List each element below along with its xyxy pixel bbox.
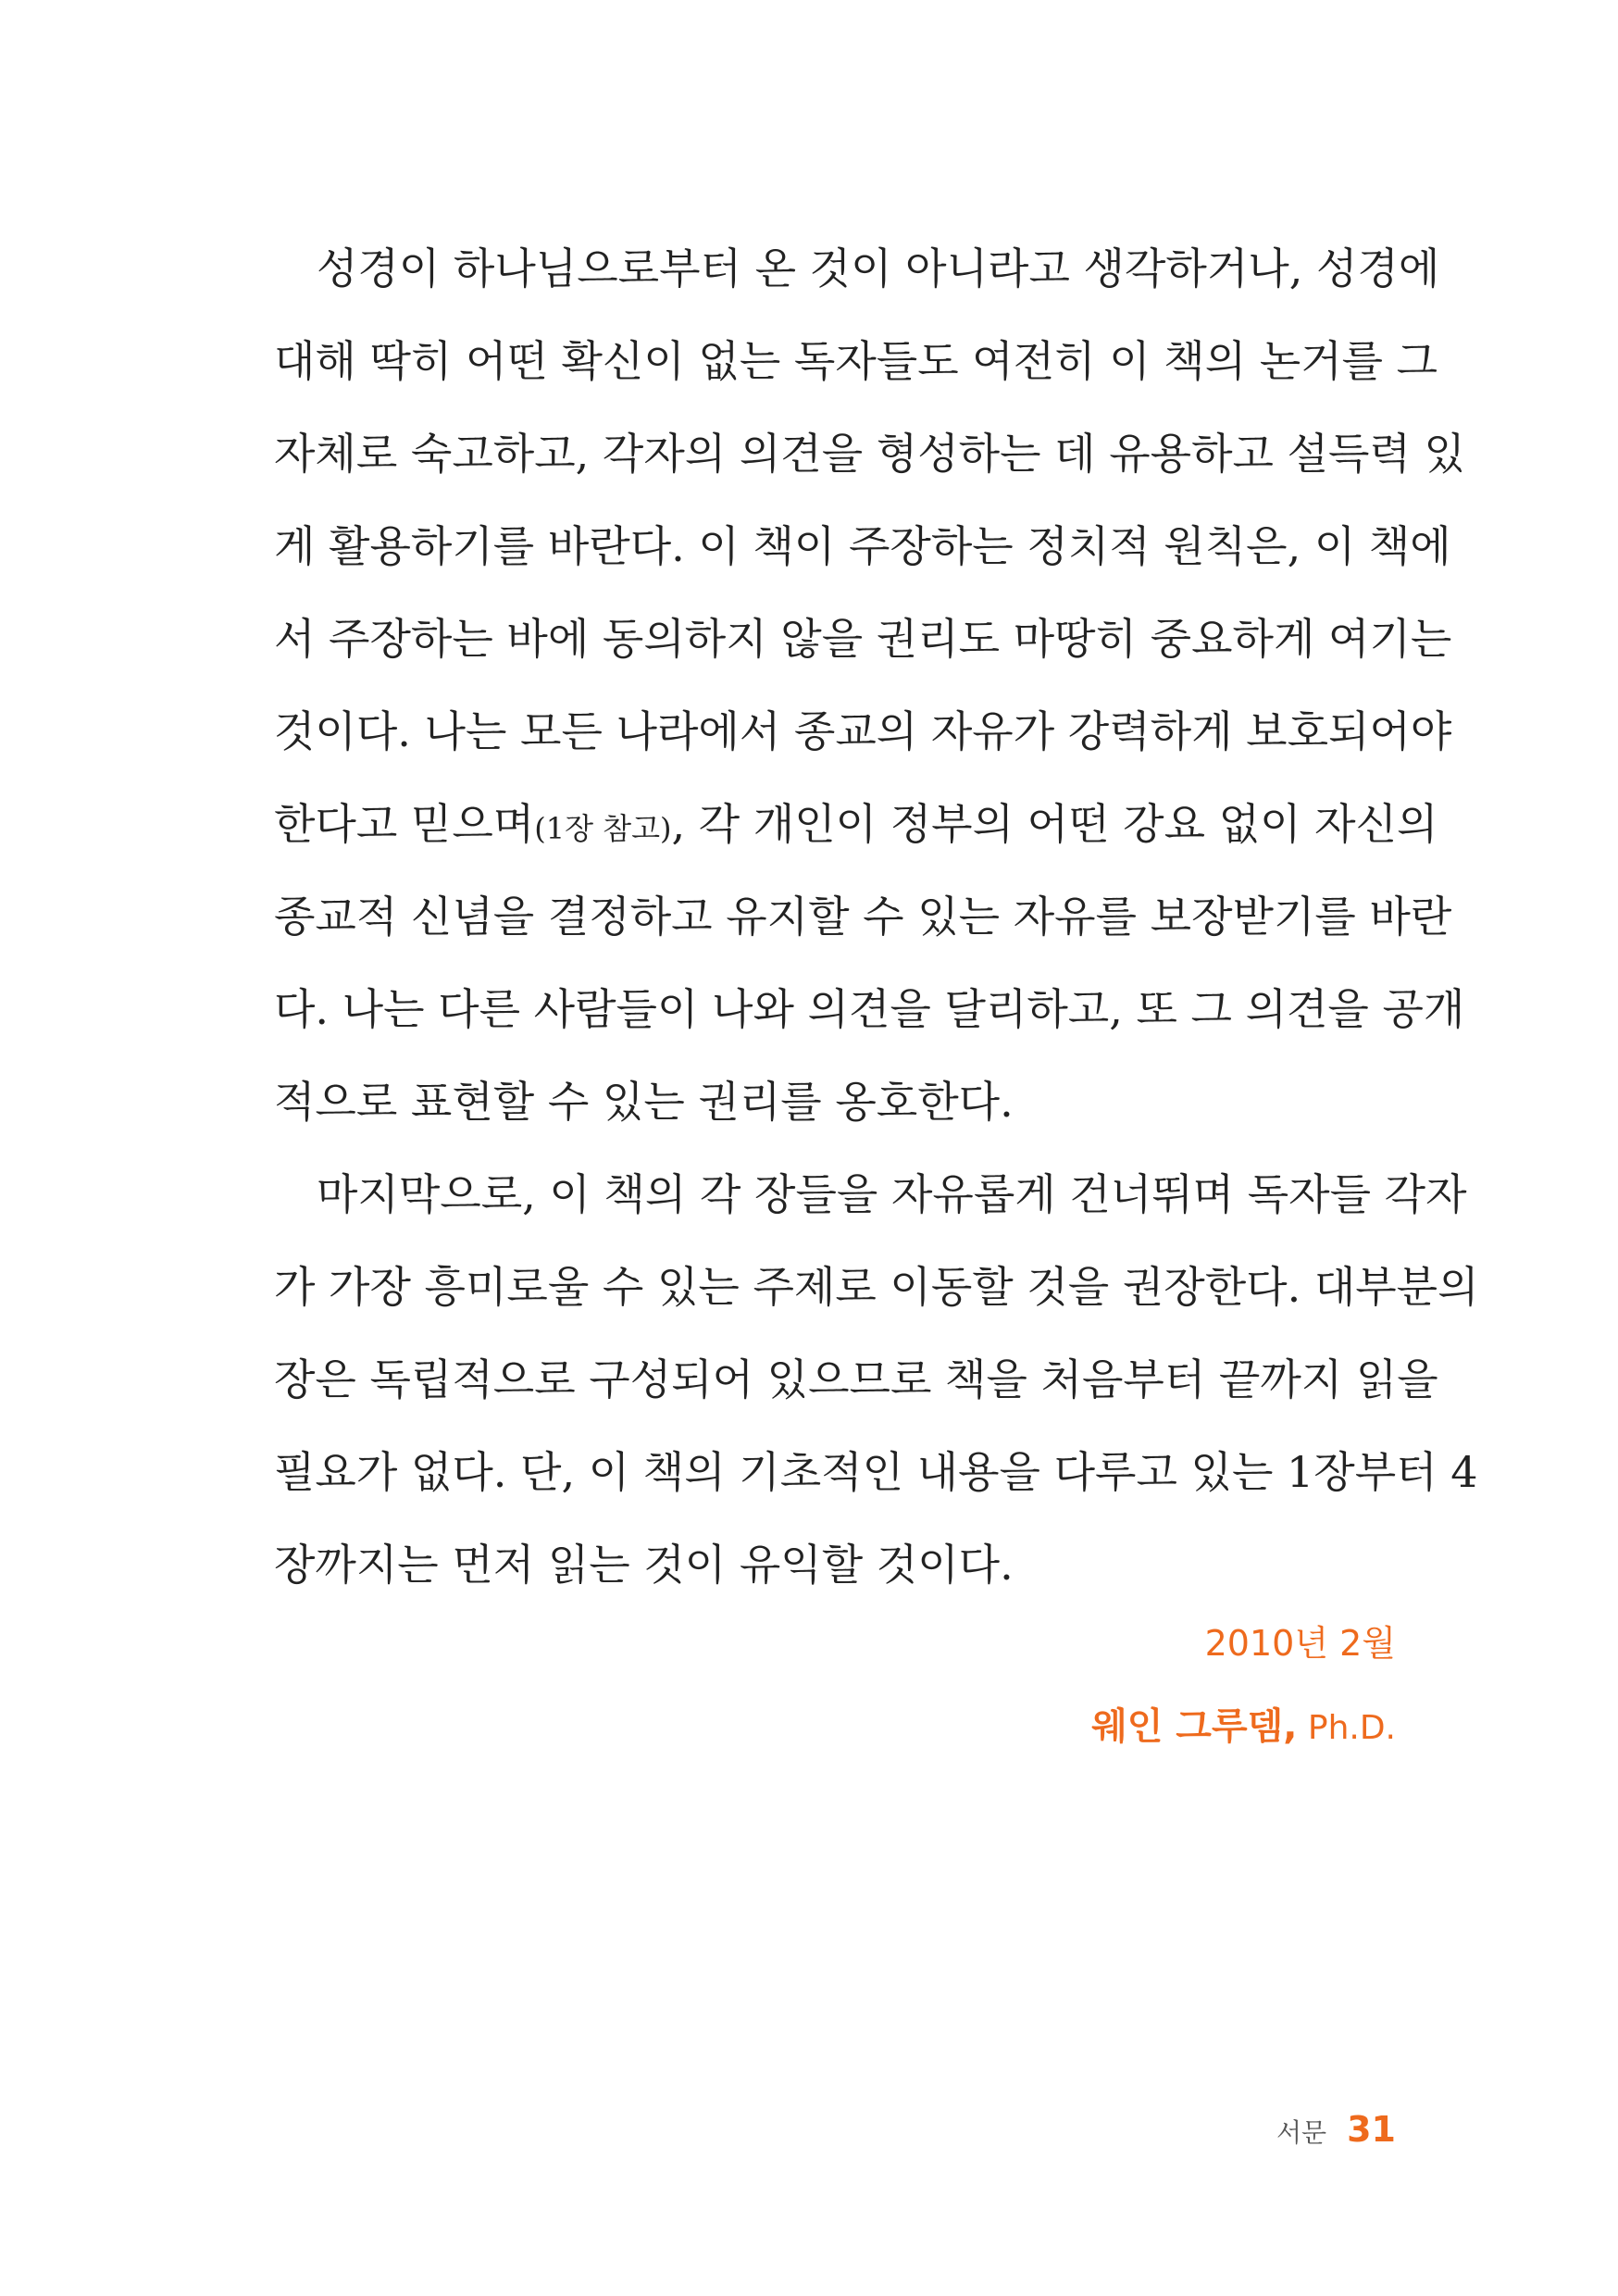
text-line: 장까지는 먼저 읽는 것이 유익할 것이다. [274,1540,1014,1590]
author-name: 웨인 그루뎀, [1091,1705,1298,1748]
paragraph-1 [274,222,1465,1148]
body-text [274,222,1479,1611]
text-line: 가 가장 흥미로울 수 있는 주제로 이동할 것을 권장한다. 대부분의 [274,1262,1479,1312]
author-signature [1091,1602,1396,1768]
text-line: 종교적 신념을 결정하고 유지할 수 있는 자유를 보장받기를 바란 [274,892,1452,942]
text-line: 적으로 표현할 수 있는 권리를 옹호한다. [274,1077,1014,1127]
text-line: 게 활용하기를 바란다. 이 책이 주장하는 정치적 원칙은, 이 책에 [274,521,1451,571]
author-degree: Ph.D. [1297,1709,1396,1747]
signature-date: 2010년 2월 [1204,1623,1396,1664]
text-line-with-note [274,778,1438,870]
section-title: 서문 [1276,2117,1327,2148]
text-line: 것이다. 나는 모든 나라에서 종교의 자유가 강력하게 보호되어야 [274,706,1452,756]
text-line: 성경이 하나님으로부터 온 것이 아니라고 생각하거나, 성경에 [274,243,1440,293]
text-line: 장은 독립적으로 구성되어 있으므로 책을 처음부터 끝까지 읽을 [274,1354,1438,1404]
page-footer [1276,2109,1396,2150]
text-line: 대해 딱히 어떤 확신이 없는 독자들도 여전히 이 책의 논거를 그 [274,336,1438,386]
text-line: 다. 나는 다른 사람들이 나와 의견을 달리하고, 또 그 의견을 공개 [274,984,1465,1034]
text-line: 서 주장하는 바에 동의하지 않을 권리도 마땅히 중요하게 여기는 [274,614,1452,664]
chapter-reference-note: (1장 참고) [534,811,672,846]
page-number: 31 [1347,2109,1396,2150]
paragraph-2 [274,1148,1479,1611]
text-line: 마지막으로, 이 책의 각 장들을 자유롭게 건너뛰며 독자들 각자 [274,1169,1467,1219]
text-line: 필요가 없다. 단, 이 책의 기초적인 내용을 다루고 있는 1장부터 4 [274,1447,1478,1497]
text-segment: , 각 개인이 정부의 어떤 강요 없이 자신의 [671,799,1438,849]
text-line: 자체로 숙고하고, 각자의 의견을 형성하는 데 유용하고 설득력 있 [274,429,1465,479]
signature-name-line [1091,1685,1396,1768]
text-segment: 한다고 믿으며 [274,799,535,849]
